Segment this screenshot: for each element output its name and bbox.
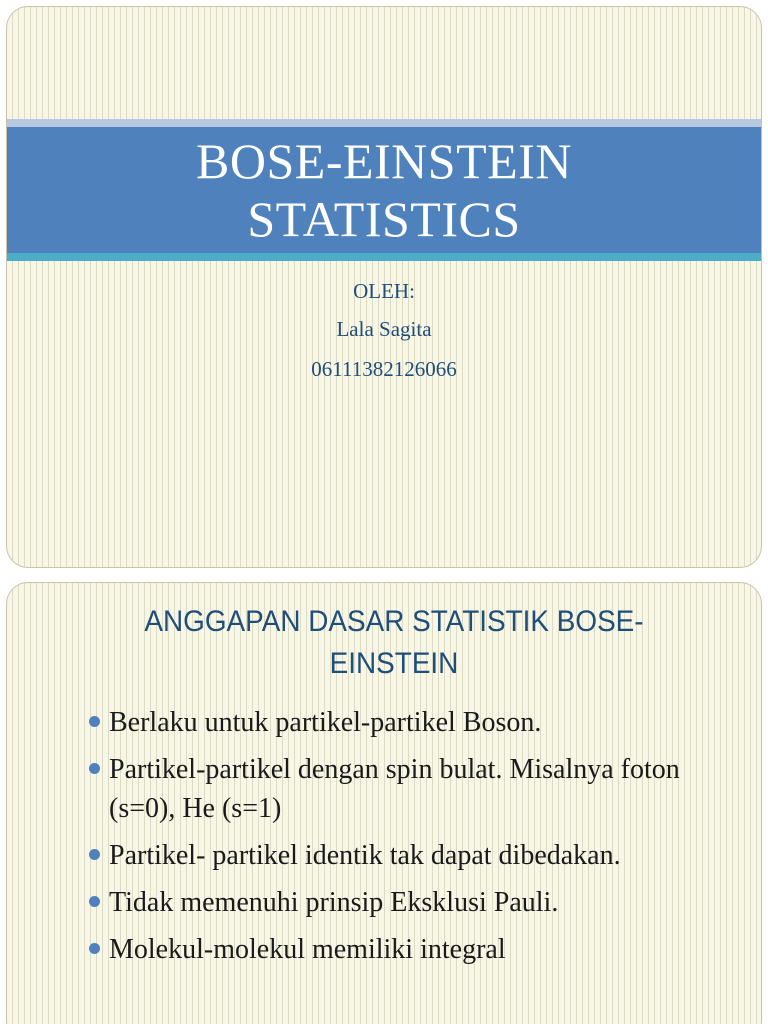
bullet-item (87, 750, 721, 828)
bullet-text: Partikel-partikel dengan spin bulat. Misalnya foton (s=0), He (s=1) (109, 754, 680, 824)
content-slide (6, 582, 762, 1024)
heading-line-1: ANGGAPAN DASAR STATISTIK BOSE- (144, 605, 644, 638)
title-line-2: STATISTICS (247, 191, 521, 247)
title-band-top-stripe (7, 119, 761, 127)
bullet-dot-icon (89, 849, 100, 860)
bullet-dot-icon (89, 896, 100, 907)
bullet-item (87, 883, 721, 922)
bullet-text: Molekul-molekul memiliki integral (109, 934, 506, 965)
bullet-item (87, 930, 721, 969)
bullet-item (87, 703, 721, 742)
bullet-item (87, 836, 721, 875)
bullet-text: Berlaku untuk partikel-partikel Boson. (109, 707, 542, 738)
student-id: 06111382126066 (311, 357, 457, 381)
title-line-1: BOSE-EINSTEIN (196, 133, 572, 189)
title-band (7, 127, 761, 253)
bullet-dot-icon (89, 763, 100, 774)
bullet-text: Tidak memenuhi prinsip Eksklusi Pauli. (109, 887, 559, 918)
heading-line-2: EINSTEIN (329, 647, 459, 680)
title-band-bottom-stripe (7, 253, 761, 261)
bullet-text: Partikel- partikel identik tak dapat dibedakan. (109, 840, 621, 871)
title-slide (6, 6, 762, 568)
bullet-dot-icon (89, 943, 100, 954)
by-label: OLEH: (353, 279, 415, 303)
author-name: Lala Sagita (336, 317, 432, 341)
bullet-list (87, 703, 721, 977)
bullet-dot-icon (89, 716, 100, 727)
slide-heading (99, 601, 689, 685)
